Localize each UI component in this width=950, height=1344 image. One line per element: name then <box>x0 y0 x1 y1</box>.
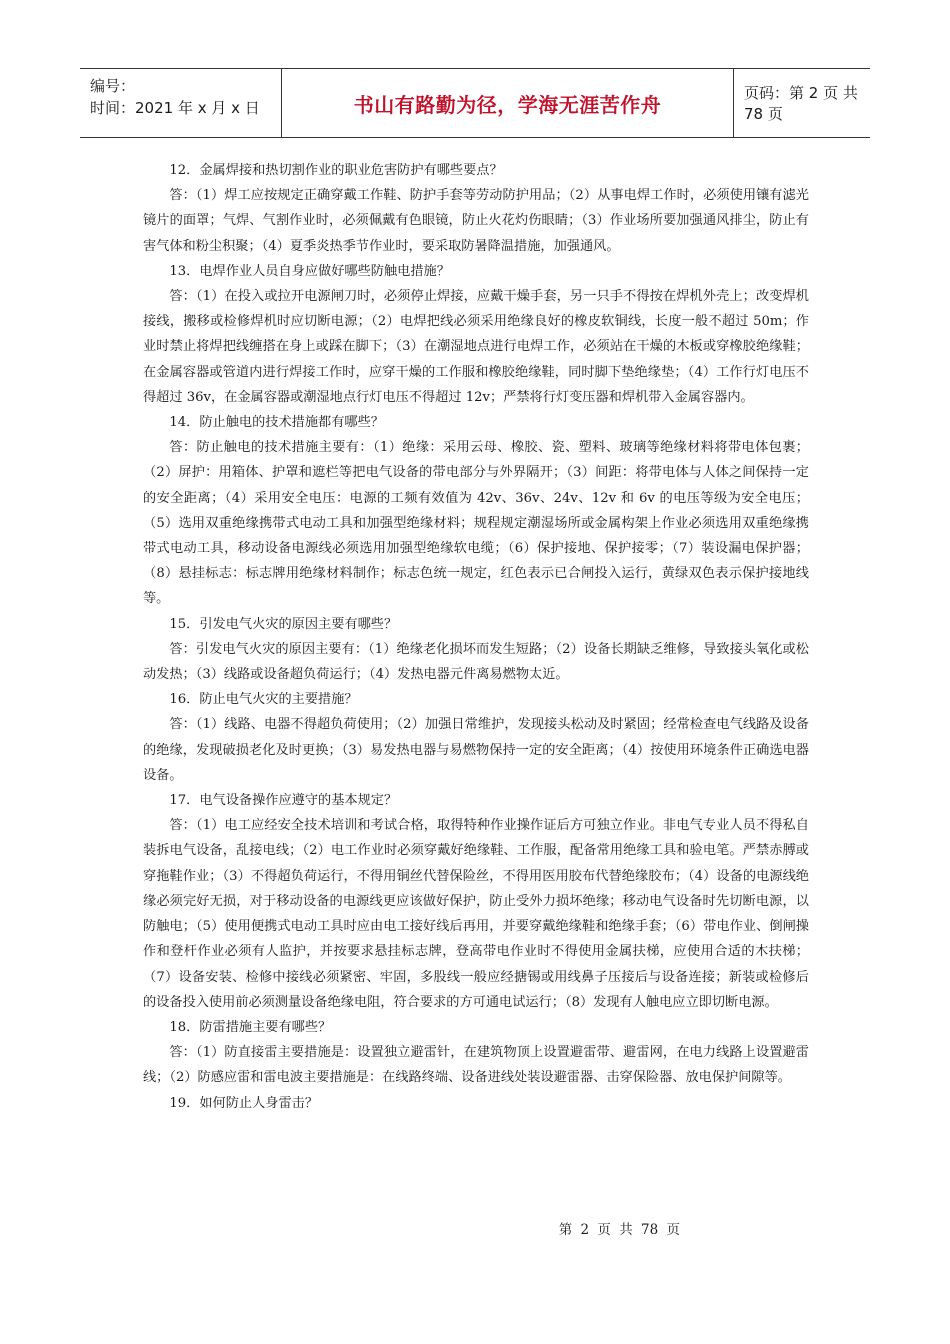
answer-13: 答：（1）在投入或拉开电源闸刀时，必须停止焊接，应戴干燥手套，另一只手不得按在焊机外壳上；改变焊机接线，搬移或检修焊机时应切断电源；（2）电焊把线必须采用绝缘良好的橡皮软铜线，长度一般不超过 50m；作业时禁止将焊把线缠搭在身上或踩在脚下；（3）在潮湿地点进行电焊工作，必须站在干燥的木板或穿橡胶绝缘鞋；在金属容器或管道内进行焊接工作时，应穿干燥的工作服和橡胶绝缘鞋，同时脚下垫绝缘垫；（4）工作行灯电压不得超过 36v，在金属容器或潮湿地点行灯电压不得超过 12v；严禁将行灯变压器和焊机带入金属容器内。 <box>143 289 809 405</box>
question-12: 12．金属焊接和热切割作业的职业危害防护有哪些要点？ <box>169 163 503 178</box>
footer-page-number: 第 2 页 共 78 页 <box>558 1222 680 1238</box>
question-13: 13．电焊作业人员自身应做好哪些防触电措施？ <box>169 263 450 279</box>
answer-14: 答：防止触电的技术措施主要有：（1）绝缘：采用云母、橡胶、瓷、塑料、玻璃等绝缘材料将带电体包裹；（2）屏护：用箱体、护罩和遮栏等把电气设备的带电部分与外界隔开；（3）间距：将带电体与人体之间保持一定的安全距离；（4）采用安全电压：电源的工频有效值为 42v、36v、24v、12v 和 6v 的电压等级为安全电压；（5）选用双重绝缘携带式电动工具和加强型绝缘材料；规程规定潮湿场所或金属构架上作业必须选用双重绝缘携带式电动工具，移动设备电源线必须选用加强型绝缘软电缆；（6）保护接地、保护接零；（7）装设漏电保护器；（8）悬挂标志：标志牌用绝缘材料制作；标志色统一规定，红色表示已合闸投入运行，黄绿双色表示保护接地线等。 <box>143 440 809 607</box>
document-number-label: 编号： <box>90 77 136 95</box>
question-14: 14．防止触电的技术措施都有哪些？ <box>169 415 384 431</box>
question-18: 18．防雷措施主要有哪些？ <box>169 1019 332 1035</box>
answer-15: 答：引发电气火灾的原因主要有：（1）绝缘老化损坏而发生短路；（2）设备长期缺乏维修，导致接头氧化或松动发热；（3）线路或设备超负荷运行；（4）发热电器元件离易燃物太近。 <box>143 641 809 683</box>
answer-16: 答：（1）线路、电器不得超负荷使用；（2）加强日常维护，发现接头松动及时紧固；经常检查电气线路及设备的绝缘，发现破损老化及时更换；（3）易发热电器与易燃物保持一定的安全距离；（4）按使用环境条件正确选电器设备。 <box>143 717 809 783</box>
header-meta-cell <box>80 69 282 137</box>
question-15: 15．引发电气火灾的原因主要有哪些？ <box>169 616 398 632</box>
question-16: 16．防止电气火灾的主要措施？ <box>169 692 358 708</box>
page-header <box>80 68 870 138</box>
page-footer <box>0 1218 950 1238</box>
question-19: 19．如何防止人身雷击？ <box>169 1095 319 1111</box>
answer-18: 答：（1）防直接雷主要措施是：设置独立避雷针，在建筑物顶上设置避雷带、避雷网，在电力线路上设置避雷线；（2）防感应雷和雷电波主要措施是：在线路终端、设备进线处装设避雷器、击穿保险器、放电保护间隙等。 <box>143 1045 809 1086</box>
document-body <box>143 158 809 1116</box>
header-page-cell <box>734 69 870 137</box>
header-motto-cell <box>282 69 734 137</box>
header-page-info: 页码：第 2 页 共 78 页 <box>744 84 858 123</box>
document-date: 时间：2021 年 x 月 x 日 <box>90 99 260 117</box>
answer-12: 答：（1）焊工应按规定正确穿戴工作鞋、防护手套等劳动防护用品；（2）从事电焊工作时，必须使用镶有滤光镜片的面罩；气焊、气割作业时，必须佩戴有色眼镜，防止火花灼伤眼睛；（3）作业场所要加强通风排尘，防止有害气体和粉尘积聚；（4）夏季炎热季节作业时，要采取防暑降温措施，加强通风。 <box>143 188 809 254</box>
question-17: 17．电气设备操作应遵守的基本规定？ <box>169 793 398 809</box>
header-motto: 书山有路勤为径，学海无涯苦作舟 <box>353 92 662 117</box>
answer-17: 答：（1）电工应经安全技术培训和考试合格，取得特种作业操作证后方可独立作业。非电气专业人员不得私自装拆电气设备，乱接电线；（2）电工作业时必须穿戴好绝缘鞋、工作服，配备常用绝缘工具和验电笔。严禁赤膊或穿拖鞋作业；（3）不得超负荷运行，不得用铜丝代替保险丝，不得用医用胶布代替绝缘胶布；（4）设备的电源线绝缘必须完好无损，对于移动设备的电源线更应该做好保护，防止受外力损坏绝缘；移动电气设备时先切断电源，以防触电；（5）使用便携式电动工具时应由电工接好线后再用，并要穿戴绝缘鞋和绝缘手套；（6）带电作业、倒闸操作和登杆作业必须有人监护，并按要求悬挂标志牌，登高带电作业时不得使用金属扶梯，应使用合适的木扶梯；（7）设备安装、检修中接线必须紧密、牢固，多股线一般应经搪锡或用线鼻子压接后与设备连接；新装或检修后的设备投入使用前必须测量设备绝缘电阻，符合要求的方可通电试运行；（8）发现有人触电应立即切断电源。 <box>143 818 809 1010</box>
